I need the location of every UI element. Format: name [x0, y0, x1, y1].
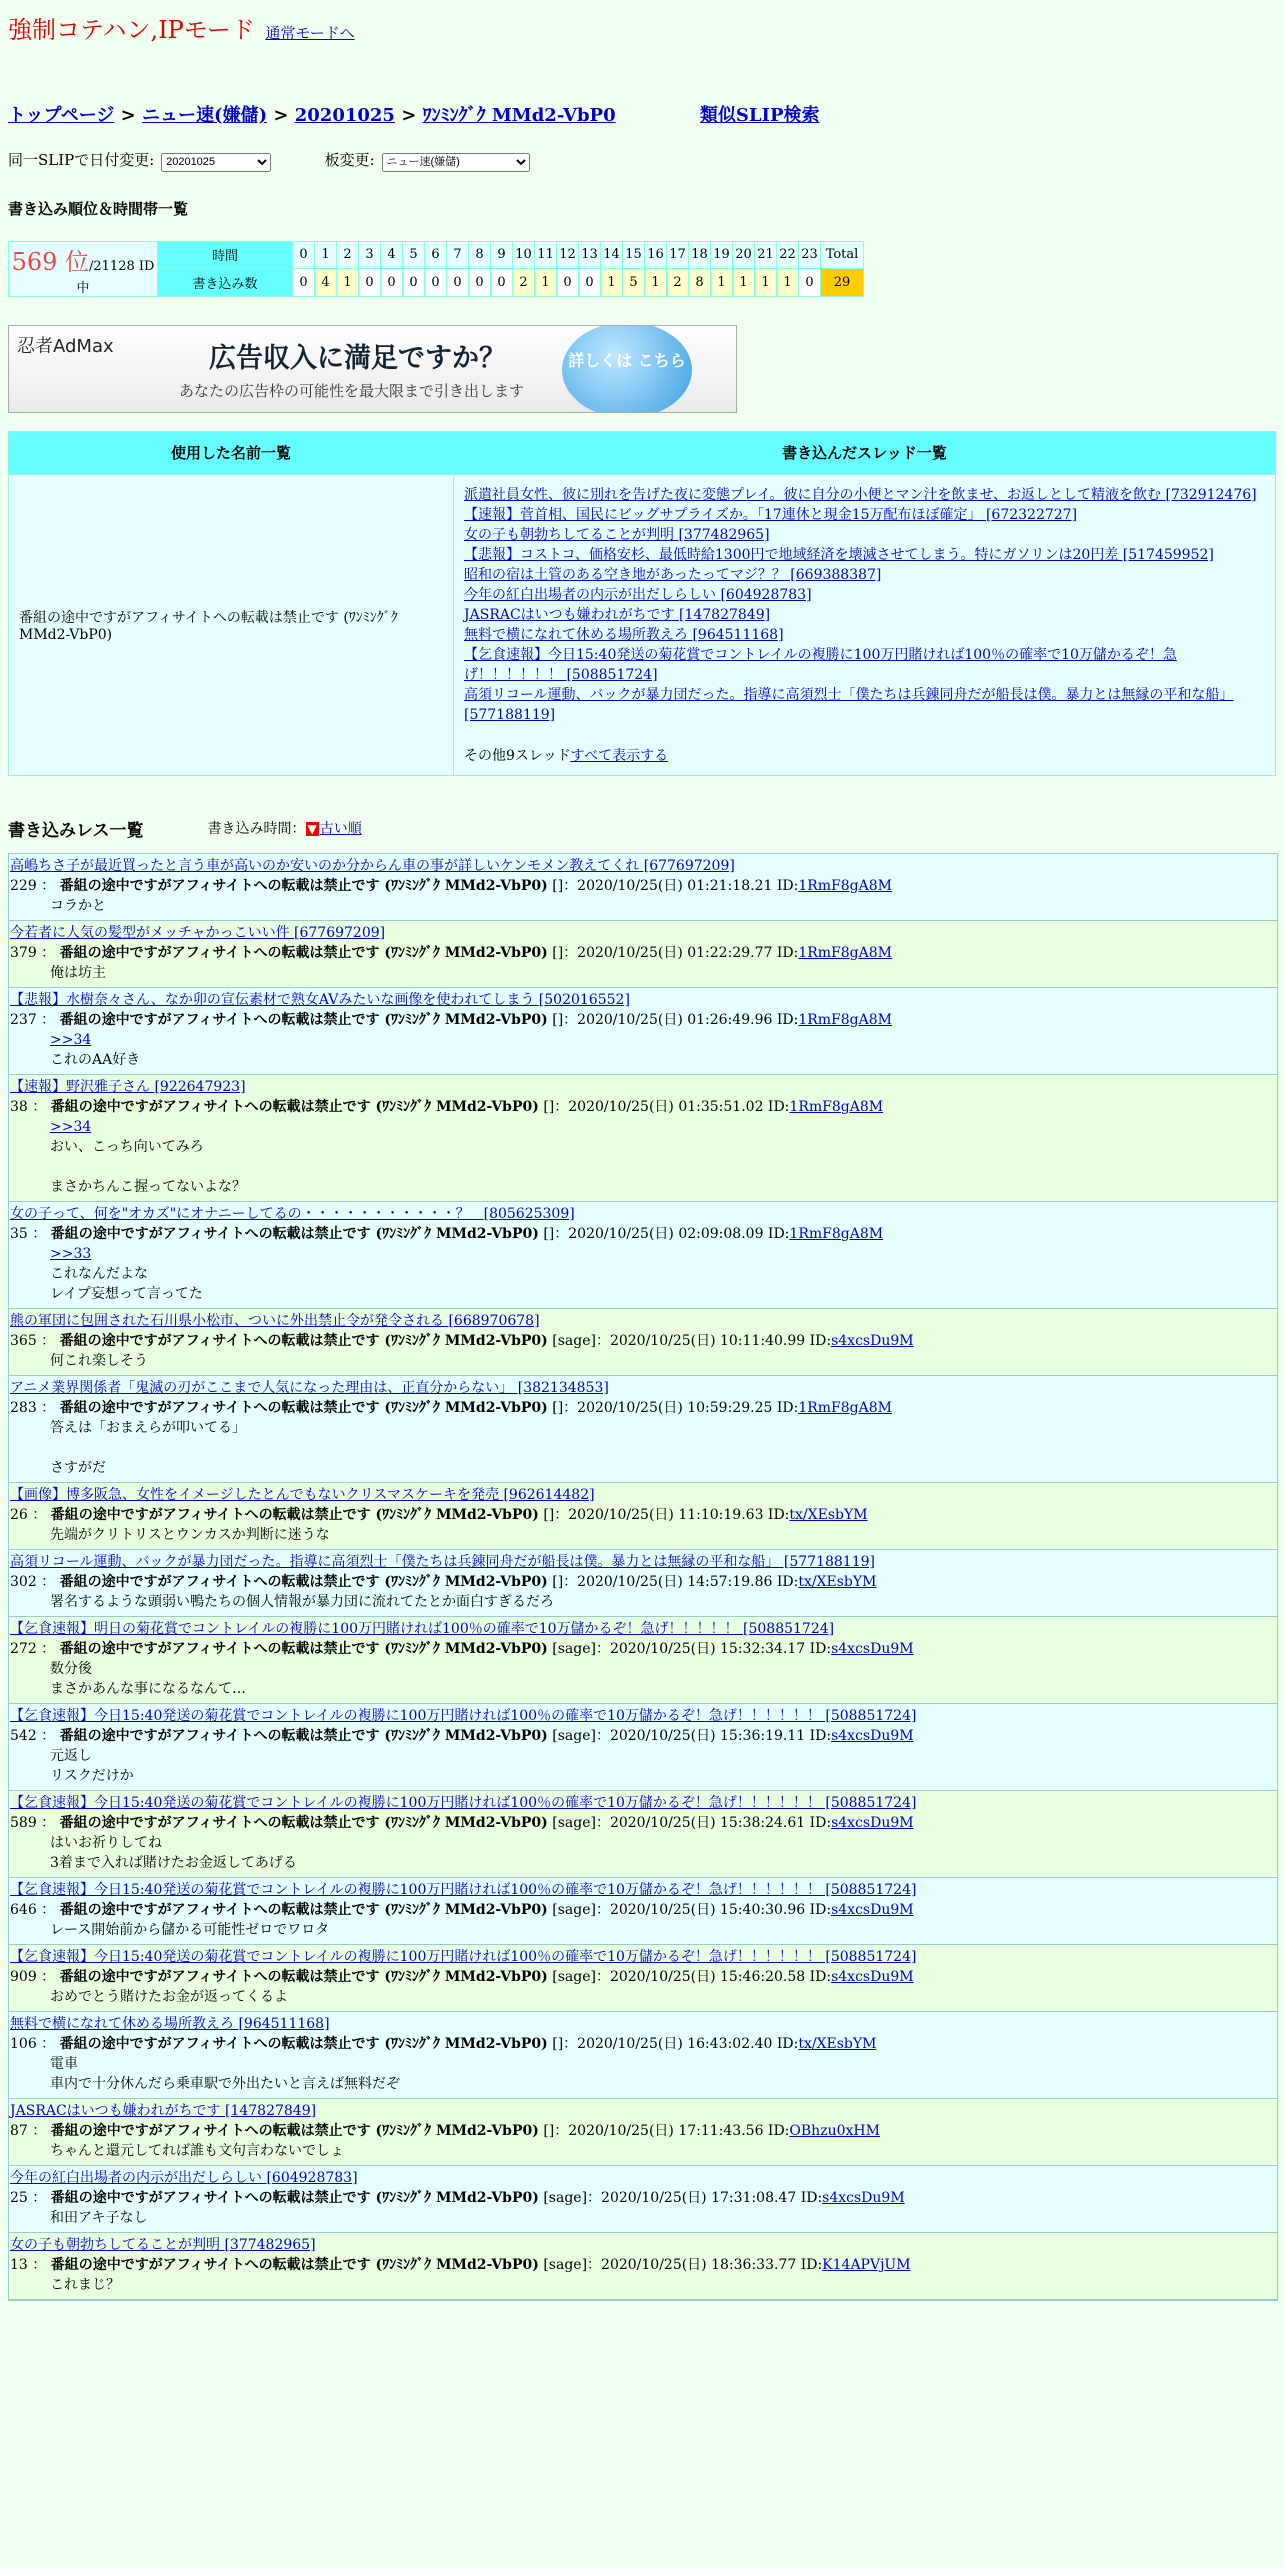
posts-list: [8, 853, 1278, 2301]
post-anchor-link[interactable]: >>33: [50, 1245, 92, 1262]
post-thread-link[interactable]: 今年の紅白出場者の内示が出だしらしい [604928783]: [10, 2169, 358, 2186]
post-header: 909 ： 番組の途中ですがアフィサイトへの転載は禁止です (ﾜﾝﾐﾝｸﾞｸ MMd2-VbP0) [sage]：2020/10/25(日) 15:46:20.58 ID:s4xcsDu9M: [10, 1968, 914, 1985]
post-number: 38: [10, 1098, 28, 1115]
post-thread-link[interactable]: 【速報】野沢雅子さん [922647923]: [10, 1078, 246, 1095]
post-body: [50, 1117, 1276, 1197]
breadcrumb: [8, 101, 1276, 127]
ad-banner[interactable]: [8, 325, 737, 413]
post-thread-link[interactable]: 無料で横になれて休める場所教えろ [964511168]: [10, 2015, 330, 2032]
post-body: [50, 1525, 1276, 1545]
post-body: [50, 2208, 1276, 2228]
post-body-text: 先端がクリトリスとウンカスか判断に迷うな: [50, 1526, 330, 1543]
post-body: [50, 2141, 1276, 2161]
responses-heading: 書き込みレス一覧: [8, 820, 144, 841]
post-body: [50, 1833, 1276, 1873]
hour-cell: 20: [733, 241, 755, 269]
post-mail: [sage]: [552, 1814, 596, 1831]
post-header: 283 ： 番組の途中ですがアフィサイトへの転載は禁止です (ﾜﾝﾐﾝｸﾞｸ MMd2-VbP0) []：2020/10/25(日) 10:59:29.25 ID:1RmF8gA8M: [10, 1399, 892, 1416]
post-id-link[interactable]: s4xcsDu9M: [831, 1332, 914, 1349]
post-header: 229 ： 番組の途中ですがアフィサイトへの転載は禁止です (ﾜﾝﾐﾝｸﾞｸ MMd2-VbP0) []：2020/10/25(日) 01:21:18.21 ID:1RmF8gA8M: [10, 877, 892, 894]
post-mail: []: [552, 2035, 564, 2052]
post-mail: [sage]: [552, 1901, 596, 1918]
ad-details-button[interactable]: 詳しくは こちら: [562, 325, 692, 413]
post-thread-link[interactable]: 女の子って、何を"オカズ"にオナニーしてるの・・・・・・・・・・・？ [805625309]: [10, 1205, 575, 1222]
hour-cell: 16: [645, 241, 667, 269]
post-body: [50, 1244, 1276, 1304]
post-anchor-link[interactable]: >>34: [50, 1118, 92, 1135]
post-author-name: 番組の途中ですがアフィサイトへの転載は禁止です (ﾜﾝﾐﾝｸﾞｸ MMd2-VbP0): [59, 1332, 548, 1349]
post-thread-link[interactable]: 【乞食速報】今日15:40発送の菊花賞でコントレイルの複勝に100万円賭ければ100％の確率で10万儲かるぞ！急げ！！！！！！ [508851724]: [10, 1881, 917, 1898]
post-thread-link[interactable]: 今若者に人気の髪型がメッチャかっこいい件 [677697209]: [10, 924, 386, 941]
post-thread-link[interactable]: 【画像】博多阪急、女性をイメージしたとんでもないクリスマスケーキを発売 [962614482]: [10, 1486, 595, 1503]
count-cell: 4: [315, 269, 337, 297]
post-thread-link[interactable]: 【乞食速報】明日の菊花賞でコントレイルの複勝に100万円賭ければ100％の確率で10万儲かるぞ！急げ！！！！！ [508851724]: [10, 1620, 835, 1637]
post-item: [9, 1376, 1277, 1483]
count-cell: 0: [381, 269, 403, 297]
count-cell: 0: [579, 269, 601, 297]
post-item: [9, 2012, 1277, 2099]
post-number: 237: [10, 1011, 37, 1028]
post-header: 237 ： 番組の途中ですがアフィサイトへの転載は禁止です (ﾜﾝﾐﾝｸﾞｸ MMd2-VbP0) []：2020/10/25(日) 01:26:49.96 ID:1RmF8gA8M: [10, 1011, 892, 1028]
hour-cell: 0: [293, 241, 315, 269]
count-cell: 1: [535, 269, 557, 297]
post-author-name: 番組の途中ですがアフィサイトへの転載は禁止です (ﾜﾝﾐﾝｸﾞｸ MMd2-VbP0): [50, 1506, 539, 1523]
post-body-text: これのAA好き: [50, 1051, 141, 1068]
post-date: 2020/10/25(日) 10:11:40.99 ID:: [609, 1332, 832, 1349]
post-author-name: 番組の途中ですがアフィサイトへの転載は禁止です (ﾜﾝﾐﾝｸﾞｸ MMd2-VbP0): [50, 1098, 539, 1115]
post-date: 2020/10/25(日) 14:57:19.86 ID:: [577, 1573, 799, 1590]
count-cell: 8: [689, 269, 711, 297]
post-number: 302: [10, 1573, 37, 1590]
hour-cell: 5: [403, 241, 425, 269]
post-header: 87 ： 番組の途中ですがアフィサイトへの転載は禁止です (ﾜﾝﾐﾝｸﾞｸ MMd2-VbP0) []：2020/10/25(日) 17:11:43.56 ID:OBhzu0xHM: [10, 2122, 880, 2139]
post-date: 2020/10/25(日) 02:09:08.09 ID:: [568, 1225, 790, 1242]
post-number: 542: [10, 1727, 37, 1744]
thread-link[interactable]: 高須リコール運動、バックが暴力団だった。指導に高須烈士「僕たちは兵錬同舟だが船長は僕。暴力とは無縁の平和な船」 [577188119]: [464, 686, 1234, 723]
post-body: [50, 1030, 1276, 1070]
post-id-link[interactable]: 1RmF8gA8M: [798, 1399, 892, 1416]
rank-value: 569 位: [11, 247, 89, 276]
post-author-name: 番組の途中ですがアフィサイトへの転載は禁止です (ﾜﾝﾐﾝｸﾞｸ MMd2-VbP0): [50, 2122, 539, 2139]
ad-headline: 広告収入に満足ですか？: [209, 342, 506, 374]
post-author-name: 番組の途中ですがアフィサイトへの転載は禁止です (ﾜﾝﾐﾝｸﾞｸ MMd2-VbP0): [59, 877, 548, 894]
post-date: 2020/10/25(日) 01:35:51.02 ID:: [568, 1098, 790, 1115]
post-body-text: コラかと: [50, 897, 106, 914]
post-date: 2020/10/25(日) 15:38:24.61 ID:: [609, 1814, 832, 1831]
thread-link[interactable]: 【乞食速報】今日15:40発送の菊花賞でコントレイルの複勝に100万円賭ければ100％の確率で10万儲かるぞ！急げ！！！！！！ [508851724]: [464, 646, 1177, 683]
post-author-name: 番組の途中ですがアフィサイトへの転載は禁止です (ﾜﾝﾐﾝｸﾞｸ MMd2-VbP0): [59, 1968, 548, 1985]
count-cell: 0: [293, 269, 315, 297]
post-id-link[interactable]: 1RmF8gA8M: [798, 1011, 892, 1028]
post-body-text: 和田アキ子なし: [50, 2209, 148, 2226]
post-thread-link[interactable]: 【悲報】水樹奈々さん、なか卯の宣伝素材で熟女AVみたいな画像を使われてしまう [502016552]: [10, 991, 630, 1008]
post-number: 106: [10, 2035, 37, 2052]
post-author-name: 番組の途中ですがアフィサイトへの転載は禁止です (ﾜﾝﾐﾝｸﾞｸ MMd2-VbP0): [59, 1640, 548, 1657]
date-select[interactable]: [161, 153, 271, 172]
post-thread-link[interactable]: 熊の軍団に包囲された石川県小松市、ついに外出禁止令が発令される [668970678]: [10, 1312, 540, 1329]
post-author-name: 番組の途中ですがアフィサイトへの転載は禁止です (ﾜﾝﾐﾝｸﾞｸ MMd2-VbP0): [59, 1727, 548, 1744]
post-mail: []: [543, 1098, 555, 1115]
post-body: [50, 1592, 1276, 1612]
post-body-text: これなんだよな レイプ妄想って言ってた: [50, 1265, 203, 1302]
post-mail: []: [552, 1011, 564, 1028]
count-cell: 0: [491, 269, 513, 297]
post-thread-link[interactable]: アニメ業界関係者「鬼滅の刃がここまで人気になった理由は、正直分からない」 [382134853]: [10, 1379, 609, 1396]
post-body: [50, 1987, 1276, 2007]
post-header: 365 ： 番組の途中ですがアフィサイトへの転載は禁止です (ﾜﾝﾐﾝｸﾞｸ MMd2-VbP0) [sage]：2020/10/25(日) 10:11:40.99 ID:s4xcsDu9M: [10, 1332, 914, 1349]
post-body: [50, 1746, 1276, 1786]
post-body-text: ちゃんと還元してれば誰も文句言わないでしょ: [50, 2142, 344, 2159]
hour-cell: 10: [513, 241, 535, 269]
thread-link[interactable]: 女の子も朝勃ちしてることが判明 [377482965]: [464, 526, 770, 543]
post-body: [50, 2054, 1276, 2094]
hour-cell: 7: [447, 241, 469, 269]
post-number: 13: [10, 2256, 28, 2273]
threads-column-header: 書き込んだスレッド一覧: [454, 431, 1276, 474]
post-item: [9, 1075, 1277, 1202]
hour-cell: 13: [579, 241, 601, 269]
hour-cell: 19: [711, 241, 733, 269]
ad-subtext: あなたの広告枠の可能性を最大限まで引き出します: [179, 381, 525, 400]
post-number: 26: [10, 1506, 28, 1523]
post-item: [9, 1309, 1277, 1376]
post-thread-link[interactable]: JASRACはいつも嫌われがちです [147827849]: [10, 2102, 317, 2119]
breadcrumb-date[interactable]: 20201025: [294, 105, 395, 126]
post-author-name: 番組の途中ですがアフィサイトへの転載は禁止です (ﾜﾝﾐﾝｸﾞｸ MMd2-VbP0): [59, 944, 548, 961]
post-item: [9, 2166, 1277, 2233]
used-name: 番組の途中ですがアフィサイトへの転載は禁止です (ﾜﾝﾐﾝｸﾞｸ MMd2-VbP0): [19, 609, 398, 643]
count-cell: 0: [425, 269, 447, 297]
post-author-name: 番組の途中ですがアフィサイトへの転載は禁止です (ﾜﾝﾐﾝｸﾞｸ MMd2-VbP0): [59, 1573, 548, 1590]
post-header: 25 ： 番組の途中ですがアフィサイトへの転載は禁止です (ﾜﾝﾐﾝｸﾞｸ MMd2-VbP0) [sage]：2020/10/25(日) 17:31:08.47 ID:s4xcsDu9M: [10, 2189, 905, 2206]
post-author-name: 番組の途中ですがアフィサイトへの転載は禁止です (ﾜﾝﾐﾝｸﾞｸ MMd2-VbP0): [59, 1399, 548, 1416]
show-all-threads-link[interactable]: すべて表示する: [570, 747, 669, 764]
rank-cell: [9, 241, 158, 296]
post-date: 2020/10/25(日) 01:21:18.21 ID:: [577, 877, 799, 894]
post-body-text: 数分後 まさかあんな事になるなんて…: [50, 1660, 246, 1697]
time-label: 時間: [158, 241, 293, 269]
post-id-link[interactable]: tx/XEsbYM: [789, 1506, 868, 1523]
post-body-text: 電車 車内で十分休んだら乗車駅で外出たいと言えば無料だぞ: [50, 2055, 400, 2092]
count-cell: 1: [645, 269, 667, 297]
thread-link[interactable]: 派遣社員女性、彼に別れを告げた夜に変態プレイ。彼に自分の小便とマン汁を飲ませ、お返しとして精液を飲む [732912476]: [464, 486, 1257, 503]
post-number: 909: [10, 1968, 37, 1985]
rank-total: /21128 ID中: [76, 258, 155, 296]
post-item: [9, 1704, 1277, 1791]
post-item: [9, 854, 1277, 921]
post-header: 379 ： 番組の途中ですがアフィサイトへの転載は禁止です (ﾜﾝﾐﾝｸﾞｸ MMd2-VbP0) []：2020/10/25(日) 01:22:29.77 ID:1RmF8gA8M: [10, 944, 892, 961]
hour-cell: Total: [821, 241, 864, 269]
post-number: 35: [10, 1225, 28, 1242]
post-number: 646: [10, 1901, 37, 1918]
post-body: [50, 1418, 1276, 1478]
sort-oldest-link[interactable]: 古い順: [319, 821, 362, 837]
post-id-link[interactable]: s4xcsDu9M: [831, 1968, 914, 1985]
post-mail: [sage]: [552, 1640, 596, 1657]
post-item: [9, 2233, 1277, 2300]
post-date: 2020/10/25(日) 15:46:20.58 ID:: [609, 1968, 832, 1985]
post-thread-link[interactable]: 高須リコール運動、バックが暴力団だった。指導に高須烈士「僕たちは兵錬同舟だが船長は僕。暴力とは無縁の平和な船」 [577188119]: [10, 1553, 875, 1570]
post-body-text: 元返し リスクだけか: [50, 1747, 134, 1784]
thread-link[interactable]: 今年の紅白出場者の内示が出だしらしい [604928783]: [464, 586, 812, 603]
count-label: 書き込み数: [158, 269, 293, 297]
hour-cell: 4: [381, 241, 403, 269]
post-body: [50, 1920, 1276, 1940]
used-name-cell: [9, 474, 454, 775]
post-body-text: レース開始前から儲かる可能性ゼロでワロタ: [50, 1921, 330, 1938]
post-date: 2020/10/25(日) 16:43:02.40 ID:: [577, 2035, 799, 2052]
count-cell: 0: [799, 269, 821, 297]
post-number: 379: [10, 944, 37, 961]
breadcrumb-top[interactable]: トップページ: [8, 105, 115, 126]
post-mail: [sage]: [543, 2189, 588, 2206]
hour-cell: 21: [755, 241, 777, 269]
post-mail: []: [543, 1506, 555, 1523]
post-id-link[interactable]: 1RmF8gA8M: [798, 877, 892, 894]
board-change-label: 板変更:: [324, 151, 375, 169]
post-item: [9, 1945, 1277, 2012]
mode-header: [8, 10, 1276, 45]
hour-cell: 3: [359, 241, 381, 269]
post-date: 2020/10/25(日) 17:11:43.56 ID:: [568, 2122, 790, 2139]
board-select[interactable]: [382, 153, 530, 172]
post-body-text: 俺は坊主: [50, 964, 106, 981]
post-number: 25: [10, 2189, 28, 2206]
select-bar: [8, 149, 1276, 172]
other-threads-count: その他9スレッド: [464, 747, 571, 764]
post-body-text: 署名するような頭弱い鴨たちの個人情報が暴力団に流れてたとか面白すぎるだろ: [50, 1593, 554, 1610]
date-change-label: 同一SLIPで日付変更:: [8, 151, 155, 169]
post-mail: []: [552, 1399, 564, 1416]
post-body: [50, 1351, 1276, 1371]
thread-link[interactable]: JASRACはいつも嫌われがちです [147827849]: [464, 606, 771, 623]
post-item: [9, 1483, 1277, 1550]
breadcrumb-sep: >: [120, 105, 136, 126]
count-cell: 2: [667, 269, 689, 297]
post-author-name: 番組の途中ですがアフィサイトへの転載は禁止です (ﾜﾝﾐﾝｸﾞｸ MMd2-VbP0): [50, 2189, 539, 2206]
post-id-link[interactable]: tx/XEsbYM: [798, 1573, 877, 1590]
count-cell: 2: [513, 269, 535, 297]
rank-heading: 書き込み順位＆時間帯一覧: [8, 199, 189, 218]
count-cell: 29: [821, 269, 864, 297]
post-body-text: 答えは「おまえらが叩いてる」 さすがだ: [50, 1419, 246, 1476]
hour-cell: 11: [535, 241, 557, 269]
count-cell: 1: [777, 269, 799, 297]
other-threads: [464, 745, 1265, 765]
post-item: [9, 921, 1277, 988]
post-item: [9, 1791, 1277, 1878]
thread-list: [464, 485, 1265, 725]
thread-link[interactable]: 無料で横になれて休める場所教えろ [964511168]: [464, 626, 784, 643]
post-thread-link[interactable]: 高嶋ちさ子が最近買ったと言う車が高いのか安いのか分からん車の事が詳しいケンモメン教えてくれ [677697209]: [10, 857, 735, 874]
count-cell: 0: [403, 269, 425, 297]
count-cell: 1: [601, 269, 623, 297]
responses-heading-bar: [8, 816, 1276, 841]
post-item: [9, 1550, 1277, 1617]
post-id-link[interactable]: K14APVjUM: [822, 2256, 911, 2273]
hour-cell: 17: [667, 241, 689, 269]
sort-label: 書き込み時間：: [207, 821, 306, 837]
thread-link[interactable]: 【速報】菅首相、国民にビッグサプライズか。「17連休と現金15万配布ほぼ確定」 [672322727]: [464, 506, 1078, 523]
names-threads-table: [8, 431, 1276, 776]
count-cell: 1: [337, 269, 359, 297]
post-date: 2020/10/25(日) 01:22:29.77 ID:: [577, 944, 799, 961]
page-title: 強制コテハン,IPモード: [8, 16, 255, 44]
hour-cell: 15: [623, 241, 645, 269]
post-author-name: 番組の途中ですがアフィサイトへの転載は禁止です (ﾜﾝﾐﾝｸﾞｸ MMd2-VbP0): [59, 1901, 548, 1918]
post-number: 365: [10, 1332, 37, 1349]
post-id-link[interactable]: OBhzu0xHM: [789, 2122, 880, 2139]
hour-cell: 6: [425, 241, 447, 269]
post-number: 87: [10, 2122, 28, 2139]
names-column-header: 使用した名前一覧: [9, 431, 454, 474]
post-header: 302 ： 番組の途中ですがアフィサイトへの転載は禁止です (ﾜﾝﾐﾝｸﾞｸ MMd2-VbP0) []：2020/10/25(日) 14:57:19.86 ID:tx/XEsbYM: [10, 1573, 877, 1590]
hour-cell: 23: [799, 241, 821, 269]
post-header: 542 ： 番組の途中ですがアフィサイトへの転載は禁止です (ﾜﾝﾐﾝｸﾞｸ MMd2-VbP0) [sage]：2020/10/25(日) 15:36:19.11 ID:s4xcsDu9M: [10, 1727, 914, 1744]
hour-cell: 1: [315, 241, 337, 269]
normal-mode-link[interactable]: 通常モードへ: [265, 24, 355, 42]
post-id-link[interactable]: s4xcsDu9M: [831, 1727, 914, 1744]
post-header: 38 ： 番組の途中ですがアフィサイトへの転載は禁止です (ﾜﾝﾐﾝｸﾞｸ MMd2-VbP0) []：2020/10/25(日) 01:35:51.02 ID:1RmF8gA8M: [10, 1098, 884, 1115]
count-cell: 5: [623, 269, 645, 297]
post-mail: []: [552, 877, 564, 894]
post-body-text: 何これ楽しそう: [50, 1352, 148, 1369]
post-header: 35 ： 番組の途中ですがアフィサイトへの転載は禁止です (ﾜﾝﾐﾝｸﾞｸ MMd2-VbP0) []：2020/10/25(日) 02:09:08.09 ID:1RmF8gA8M: [10, 1225, 884, 1242]
thread-link[interactable]: 昭和の宿は土管のある空き地があったってマジ？？ [669388387]: [464, 566, 882, 583]
hour-cell: 8: [469, 241, 491, 269]
breadcrumb-board[interactable]: ニュー速(嫌儲): [142, 105, 268, 126]
post-author-name: 番組の途中ですがアフィサイトへの転載は禁止です (ﾜﾝﾐﾝｸﾞｸ MMd2-VbP0): [50, 1225, 539, 1242]
post-mail: [sage]: [552, 1332, 596, 1349]
count-cell: 0: [469, 269, 491, 297]
count-cell: 1: [711, 269, 733, 297]
post-body: [50, 896, 1276, 916]
post-date: 2020/10/25(日) 18:36:33.77 ID:: [601, 2256, 823, 2273]
post-item: [9, 1617, 1277, 1704]
count-cell: 0: [447, 269, 469, 297]
post-id-link[interactable]: s4xcsDu9M: [831, 1814, 914, 1831]
post-id-link[interactable]: 1RmF8gA8M: [789, 1225, 884, 1242]
post-id-link[interactable]: s4xcsDu9M: [831, 1640, 914, 1657]
post-id-link[interactable]: s4xcsDu9M: [822, 2189, 905, 2206]
post-mail: []: [543, 1225, 555, 1242]
post-mail: [sage]: [552, 1968, 596, 1985]
breadcrumb-sep: >: [273, 105, 289, 126]
hour-cell: 18: [689, 241, 711, 269]
breadcrumb-sep: >: [401, 105, 417, 126]
post-date: 2020/10/25(日) 15:40:30.96 ID:: [609, 1901, 832, 1918]
thread-link[interactable]: 【悲報】コストコ、価格安杉、最低時給1300円で地域経済を壊滅させてしまう。特にガソリンは20円差 [517459952]: [464, 546, 1214, 563]
post-item: [9, 2099, 1277, 2166]
rank-table: [8, 241, 864, 297]
threads-cell: [454, 474, 1276, 775]
hour-cell: 22: [777, 241, 799, 269]
post-number: 272: [10, 1640, 37, 1657]
post-anchor-link[interactable]: >>34: [50, 1031, 92, 1048]
sort-control: [208, 818, 362, 838]
post-header: 106 ： 番組の途中ですがアフィサイトへの転載は禁止です (ﾜﾝﾐﾝｸﾞｸ MMd2-VbP0) []：2020/10/25(日) 16:43:02.40 ID:tx/XEsbYM: [10, 2035, 877, 2052]
post-author-name: 番組の途中ですがアフィサイトへの転載は禁止です (ﾜﾝﾐﾝｸﾞｸ MMd2-VbP0): [50, 2256, 539, 2273]
post-header: 13 ： 番組の途中ですがアフィサイトへの転載は禁止です (ﾜﾝﾐﾝｸﾞｸ MMd2-VbP0) [sage]：2020/10/25(日) 18:36:33.77 ID:K14APVjUM: [10, 2256, 911, 2273]
post-header: 589 ： 番組の途中ですがアフィサイトへの転載は禁止です (ﾜﾝﾐﾝｸﾞｸ MMd2-VbP0) [sage]：2020/10/25(日) 15:38:24.61 ID:s4xcsDu9M: [10, 1814, 914, 1831]
post-mail: []: [543, 2122, 555, 2139]
post-mail: [sage]: [543, 2256, 588, 2273]
post-id-link[interactable]: tx/XEsbYM: [798, 2035, 877, 2052]
post-date: 2020/10/25(日) 01:26:49.96 ID:: [577, 1011, 799, 1028]
hour-cell: 12: [557, 241, 579, 269]
hour-cell: 2: [337, 241, 359, 269]
count-cell: 1: [733, 269, 755, 297]
breadcrumb-slip[interactable]: ﾜﾝﾐﾝｸﾞｸ MMd2-VbP0: [422, 105, 616, 126]
post-body-text: おめでとう賭けたお金が返ってくるよ: [50, 1988, 288, 2005]
post-thread-link[interactable]: 【乞食速報】今日15:40発送の菊花賞でコントレイルの複勝に100万円賭ければ100％の確率で10万儲かるぞ！急げ！！！！！！ [508851724]: [10, 1707, 917, 1724]
post-author-name: 番組の途中ですがアフィサイトへの転載は禁止です (ﾜﾝﾐﾝｸﾞｸ MMd2-VbP0): [59, 2035, 548, 2052]
post-number: 229: [10, 877, 37, 894]
post-author-name: 番組の途中ですがアフィサイトへの転載は禁止です (ﾜﾝﾐﾝｸﾞｸ MMd2-VbP0): [59, 1011, 548, 1028]
post-item: [9, 1878, 1277, 1945]
post-body: [50, 2275, 1276, 2295]
post-thread-link[interactable]: 【乞食速報】今日15:40発送の菊花賞でコントレイルの複勝に100万円賭ければ100％の確率で10万儲かるぞ！急げ！！！！！！ [508851724]: [10, 1948, 917, 1965]
sort-arrow-icon[interactable]: ▼: [307, 822, 317, 836]
post-date: 2020/10/25(日) 15:36:19.11 ID:: [609, 1727, 832, 1744]
post-body-text: おい、こっち向いてみろ まさかちんこ握ってないよな？: [50, 1138, 246, 1195]
post-date: 2020/10/25(日) 15:32:34.17 ID:: [609, 1640, 832, 1657]
post-author-name: 番組の途中ですがアフィサイトへの転載は禁止です (ﾜﾝﾐﾝｸﾞｸ MMd2-VbP0): [59, 1814, 548, 1831]
count-cell: 0: [557, 269, 579, 297]
ad-logo: 忍者AdMax: [17, 335, 114, 357]
post-thread-link[interactable]: 女の子も朝勃ちしてることが判明 [377482965]: [10, 2236, 316, 2253]
post-header: 272 ： 番組の途中ですがアフィサイトへの転載は禁止です (ﾜﾝﾐﾝｸﾞｸ MMd2-VbP0) [sage]：2020/10/25(日) 15:32:34.17 ID:s4xcsDu9M: [10, 1640, 914, 1657]
post-number: 283: [10, 1399, 37, 1416]
hour-cell: 9: [491, 241, 513, 269]
post-date: 2020/10/25(日) 17:31:08.47 ID:: [601, 2189, 823, 2206]
post-body: [50, 963, 1276, 983]
count-cell: 0: [359, 269, 381, 297]
post-body: [50, 1659, 1276, 1699]
post-id-link[interactable]: 1RmF8gA8M: [798, 944, 892, 961]
post-mail: [sage]: [552, 1727, 596, 1744]
similar-slip-search-link[interactable]: 類似SLIP検索: [699, 105, 820, 126]
count-cell: 1: [755, 269, 777, 297]
post-body-text: これまじ？: [50, 2276, 120, 2293]
post-thread-link[interactable]: 【乞食速報】今日15:40発送の菊花賞でコントレイルの複勝に100万円賭ければ100％の確率で10万儲かるぞ！急げ！！！！！！ [508851724]: [10, 1794, 917, 1811]
post-id-link[interactable]: 1RmF8gA8M: [789, 1098, 884, 1115]
post-date: 2020/10/25(日) 10:59:29.25 ID:: [577, 1399, 799, 1416]
post-body-text: はいお祈りしてね 3着まで入れば賭けたお金返してあげる: [50, 1834, 297, 1871]
post-id-link[interactable]: s4xcsDu9M: [831, 1901, 914, 1918]
post-item: [9, 988, 1277, 1075]
post-number: 589: [10, 1814, 37, 1831]
post-date: 2020/10/25(日) 11:10:19.63 ID:: [568, 1506, 790, 1523]
hour-cell: 14: [601, 241, 623, 269]
post-item: [9, 1202, 1277, 1309]
post-header: 646 ： 番組の途中ですがアフィサイトへの転載は禁止です (ﾜﾝﾐﾝｸﾞｸ MMd2-VbP0) [sage]：2020/10/25(日) 15:40:30.96 ID:s4xcsDu9M: [10, 1901, 914, 1918]
post-mail: []: [552, 1573, 564, 1590]
post-header: 26 ： 番組の途中ですがアフィサイトへの転載は禁止です (ﾜﾝﾐﾝｸﾞｸ MMd2-VbP0) []：2020/10/25(日) 11:10:19.63 ID:tx/XEsbYM: [10, 1506, 868, 1523]
post-mail: []: [552, 944, 564, 961]
